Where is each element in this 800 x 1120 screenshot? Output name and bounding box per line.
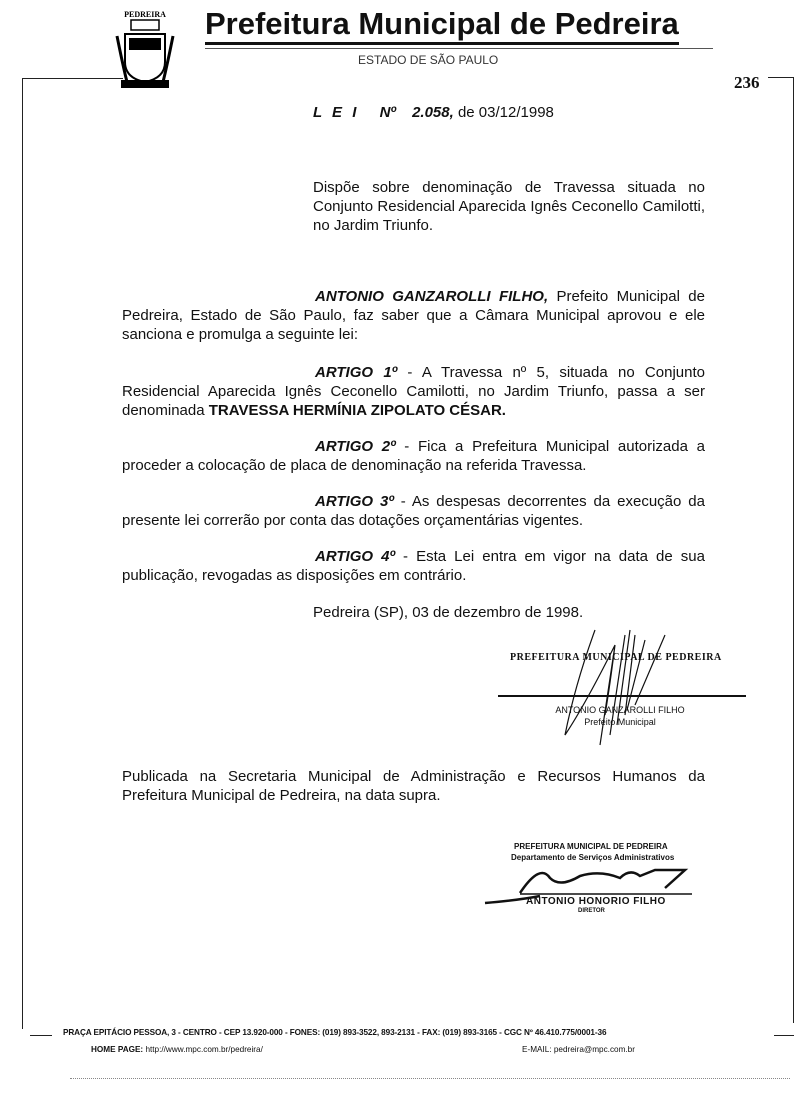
signature-stamp-dept: PREFEITURA MUNICIPAL DE PEDREIRA [514,842,668,851]
article-4 [122,547,705,585]
signer-role: Prefeito Municipal [584,717,656,727]
place-date: Pedreira (SP), 03 de dezembro de 1998. [313,604,584,621]
law-prefix: L E I [313,104,360,121]
street-name: TRAVESSA HERMÍNIA ZIPOLATO CÉSAR. [208,402,506,419]
publication-note: Publicada na Secretaria Municipal de Administração e Recursos Humanos da Prefeitura Municipal de Pedreira, na data supra. [122,768,705,804]
article-3 [122,492,705,530]
article-1 [122,363,705,420]
footer-homepage [91,1045,263,1054]
department-name: Departamento de Serviços Administrativos [511,853,675,862]
header-subtitle: ESTADO DE SÃO PAULO [358,53,499,67]
page-number: 236 [734,73,760,92]
article-label: ARTIGO 4º [315,548,395,565]
footer-address: PRAÇA EPITÁCIO PESSOA, 3 - CENTRO - CEP 13.920-000 - FONES: (019) 893-3522, 893-2131 - FAX: (019) 893-3165 - CGC Nº 46.410.775/0001-36 [63,1028,607,1037]
bottom-left-line [30,1035,52,1036]
header-rule [205,48,713,49]
law-date: de 03/12/1998 [453,104,554,121]
left-border-line [22,78,123,1029]
law-summary: Dispõe sobre denominação de Travessa situada no Conjunto Residencial Aparecida Ignês Ceconello Camilotti, no Jardim Triunfo. [313,179,705,234]
municipal-crest-logo [115,6,175,98]
article-text: - As despesas decorrentes da execução da presente lei correrão por conta das dotações orçamentárias vigentes. [122,493,705,529]
article-text: - Fica a Prefeitura Municipal autorizada a proceder a colocação de placa de denominação na referida Travessa. [122,438,705,474]
signer-name: ANTONIO GANZAROLLI FILHO [555,705,685,715]
homepage-link[interactable]: http://www.mpc.com.br/pedreira/ [143,1045,263,1054]
article-label: ARTIGO 2º [315,438,396,455]
article-label: ARTIGO 3º [315,493,394,510]
bottom-right-line [774,1035,794,1036]
article-text: - A Travessa nº 5, situada no Conjunto Residencial Aparecida Ignês Ceconello Camilotti, no Jardim Triunfo, passa a ser denominada [122,364,705,419]
homepage-label: HOME PAGE: [91,1045,144,1054]
scan-noise-line [70,1078,790,1079]
preamble [122,287,705,344]
mayor-name: ANTONIO GANZAROLLI FILHO, [315,288,549,305]
preamble-text: Prefeito Municipal de Pedreira, Estado de São Paulo, faz saber que a Câmara Municipal aprovou e ele sanciona e promulga a seguinte lei: [122,288,705,343]
article-text: - Esta Lei entra em vigor na data de sua publicação, revogadas as disposições em contrário. [122,548,705,584]
director-name: ANTONIO HONORIO FILHO [526,896,666,907]
right-border-line [768,77,794,1023]
director-role: DIRETOR [578,908,605,914]
article-2 [122,437,705,475]
article-label: ARTIGO 1º [315,364,398,381]
handwritten-signature-mayor [555,625,675,760]
signature-stamp-mayor: PREFEITURA MUNICIPAL DE PEDREIRA [510,652,722,663]
law-number: 2.058, [412,104,454,121]
law-title [313,104,554,121]
law-no-label: Nº [379,104,396,121]
header-title: Prefeitura Municipal de Pedreira [205,6,679,45]
footer-email[interactable]: E-MAIL: pedreira@mpc.com.br [522,1045,635,1054]
svg-text:PEDREIRA: PEDREIRA [124,10,166,19]
